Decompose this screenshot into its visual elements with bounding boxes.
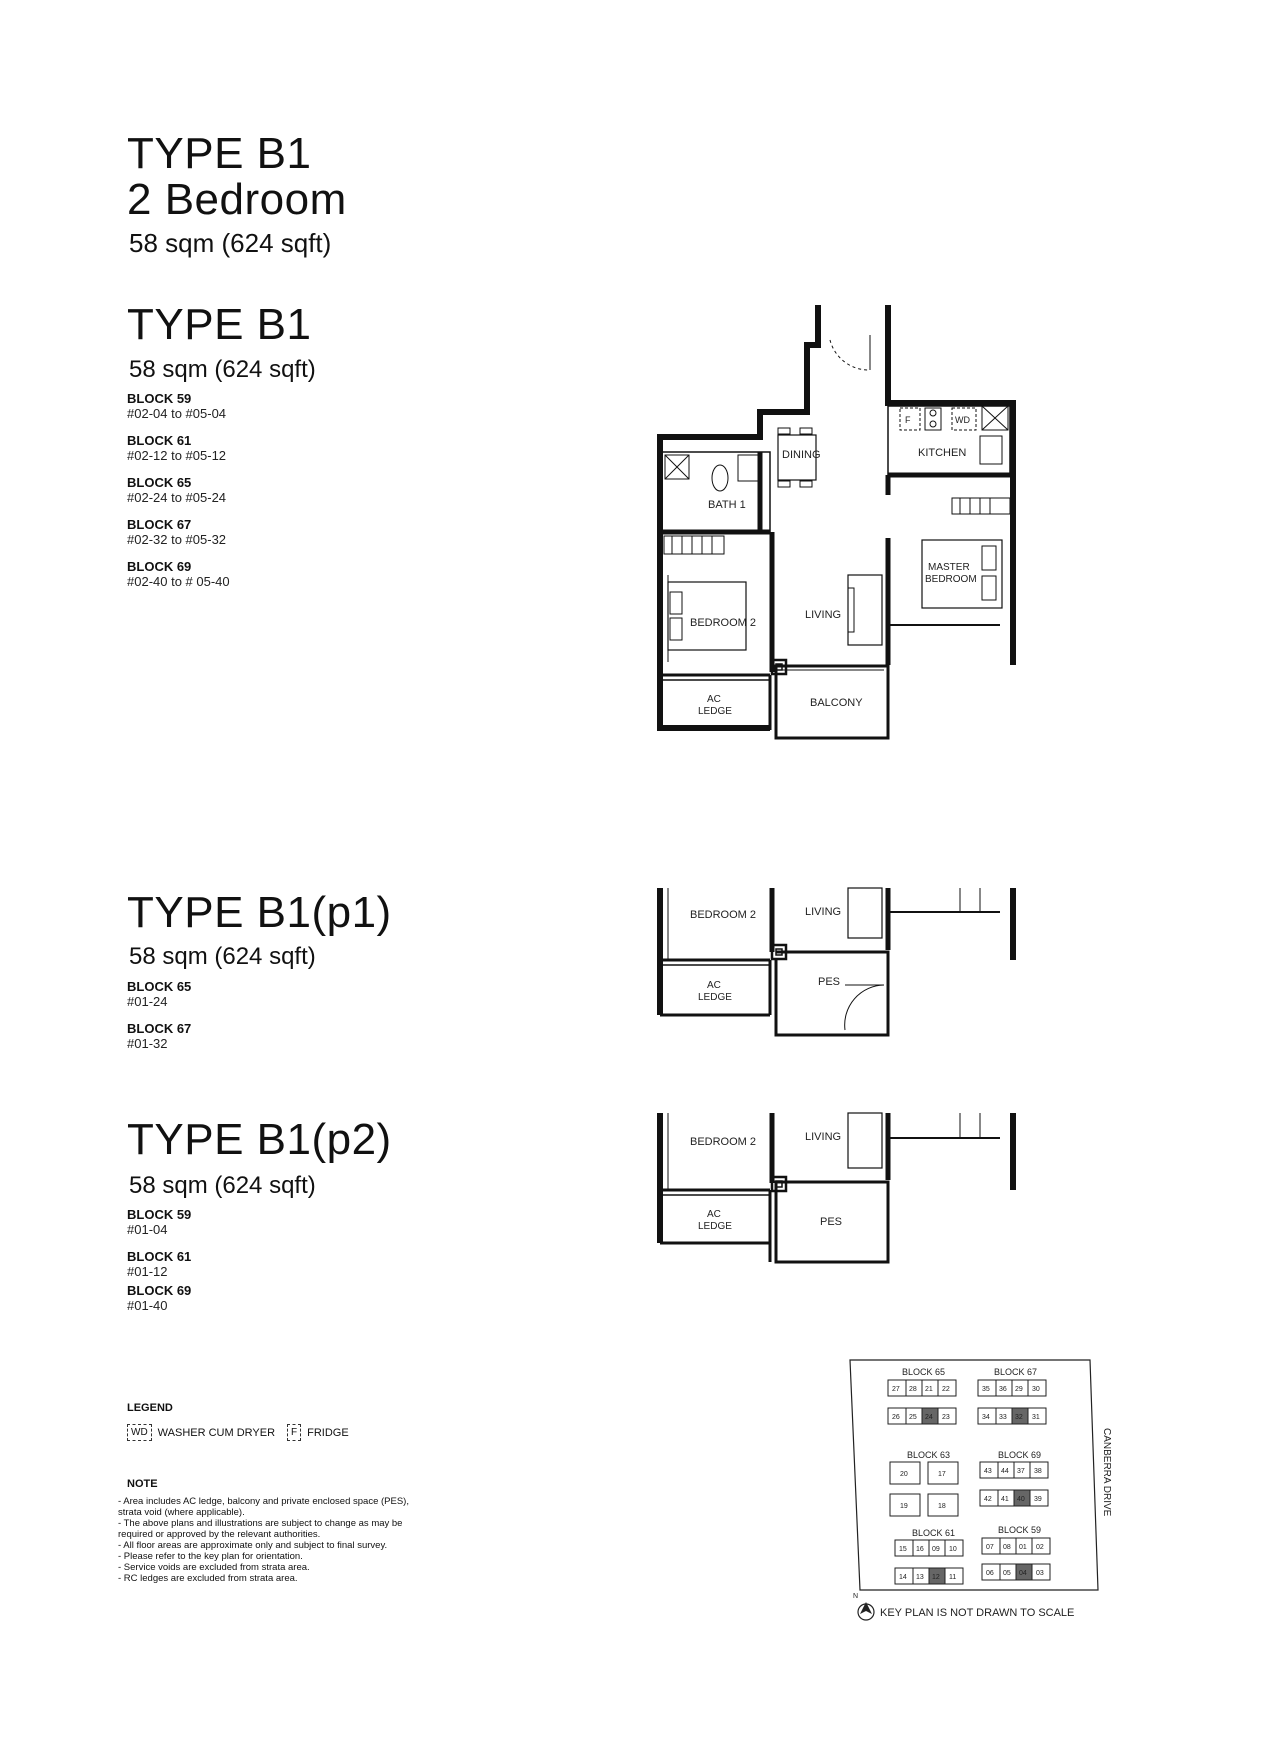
section-title: TYPE B1(p2): [127, 1115, 392, 1164]
key-unit: 41: [1001, 1496, 1009, 1503]
label-kitchen: KITCHEN: [918, 447, 967, 459]
key-unit: 20: [900, 1471, 908, 1478]
floor-plan-b1-p1: [655, 885, 1015, 1040]
plan-hob-burner: [930, 410, 936, 416]
key-unit: 08: [1003, 1544, 1011, 1551]
unit-range: #01-32: [127, 1036, 168, 1051]
key-unit: 07: [986, 1544, 994, 1551]
key-unit: 39: [1034, 1496, 1042, 1503]
block-label: BLOCK 69: [127, 559, 192, 574]
key-unit: 29: [1015, 1386, 1023, 1393]
note-line: - All floor areas are approximate only and subject to final survey.: [118, 1540, 388, 1551]
key-unit: 35: [982, 1386, 990, 1393]
legend-label: FRIDGE: [307, 1426, 349, 1439]
section-area: 58 sqm (624 sqft): [129, 356, 316, 383]
key-block-65: [888, 1380, 956, 1424]
block-label: BLOCK 69: [127, 1283, 192, 1298]
unit-range: #01-04: [127, 1222, 168, 1237]
unit-range: #02-40 to # 05-40: [127, 574, 230, 589]
key-unit: 36: [999, 1386, 1007, 1393]
key-unit: 18: [938, 1503, 946, 1510]
plan-wardrobe: [664, 536, 724, 554]
label-ac-1: AC: [707, 694, 721, 705]
note-list: [118, 1496, 409, 1584]
block-label: BLOCK 65: [127, 979, 192, 994]
floor-plan-b1: [655, 300, 1035, 740]
note-line: strata void (where applicable).: [118, 1507, 245, 1518]
page-area: 58 sqm (624 sqft): [129, 228, 332, 258]
key-unit: 14: [899, 1574, 907, 1581]
plan-hob-burner: [930, 421, 936, 427]
label-bedroom-2: BEDROOM 2: [690, 909, 757, 921]
label-pes: PES: [818, 976, 841, 988]
key-unit: 19: [900, 1503, 908, 1510]
note-line: required or approved by the relevant authorities.: [118, 1529, 321, 1540]
label-bath: BATH 1: [708, 499, 746, 511]
key-block-69: [980, 1462, 1048, 1506]
label-ac-2: LEDGE: [698, 992, 732, 1003]
label-dining: DINING: [782, 449, 821, 461]
key-unit: 32: [1015, 1414, 1023, 1421]
plan-outer-wall-right: [888, 305, 1013, 665]
label-fridge-tag: F: [905, 415, 911, 425]
unit-range: #02-04 to #05-04: [127, 406, 227, 421]
key-unit: 17: [938, 1471, 946, 1478]
page-subtitle: 2 Bedroom: [127, 175, 347, 224]
label-master-2: BEDROOM: [925, 574, 977, 585]
label-ac-1: AC: [707, 980, 721, 991]
block-list: [127, 979, 191, 1051]
block-label: BLOCK 59: [127, 1207, 192, 1222]
key-unit: 13: [916, 1574, 924, 1581]
key-unit: 26: [892, 1414, 900, 1421]
north-arrow-icon: [860, 1602, 872, 1614]
label-bedroom-2: BEDROOM 2: [690, 617, 757, 629]
legend-item: [287, 1424, 349, 1441]
key-unit: 03: [1036, 1570, 1044, 1577]
plan-wc: [712, 465, 728, 491]
key-unit: 22: [942, 1386, 950, 1393]
section-title: TYPE B1: [127, 300, 312, 349]
key-unit: 38: [1034, 1468, 1042, 1475]
key-block-61: [895, 1540, 963, 1584]
plan-sofa: [848, 575, 882, 645]
section-area: 58 sqm (624 sqft): [129, 943, 316, 970]
note-line: - RC ledges are excluded from strata area.: [118, 1573, 298, 1584]
key-plan: [845, 1350, 1112, 1690]
block-label: BLOCK 59: [127, 391, 192, 406]
key-plan-caption: KEY PLAN IS NOT DRAWN TO SCALE: [880, 1607, 1075, 1619]
unit-range: #01-24: [127, 994, 168, 1009]
plan-basin: [738, 455, 758, 481]
key-block-label: BLOCK 59: [998, 1525, 1042, 1535]
note-title: NOTE: [127, 1478, 158, 1490]
label-wd-tag: WD: [955, 415, 970, 425]
legend-title: LEGEND: [127, 1402, 173, 1414]
key-unit: 43: [984, 1468, 992, 1475]
key-unit: 24: [925, 1414, 933, 1421]
key-unit: 15: [899, 1546, 907, 1553]
unit-range: #01-40: [127, 1298, 168, 1313]
legend-tag: F: [287, 1424, 301, 1441]
key-unit: 33: [999, 1414, 1007, 1421]
label-living: LIVING: [805, 1131, 842, 1143]
note-line: - Please refer to the key plan for orientation.: [118, 1551, 303, 1562]
key-unit: 31: [1032, 1414, 1040, 1421]
key-unit: 42: [984, 1496, 992, 1503]
key-road-label: CANBERRA DRIVE: [1101, 1428, 1112, 1517]
key-block-63: [890, 1462, 958, 1516]
key-block-label: BLOCK 61: [912, 1528, 956, 1538]
key-unit: 09: [932, 1546, 940, 1553]
key-unit: 11: [949, 1574, 957, 1581]
unit-range: #01-12: [127, 1264, 168, 1279]
block-label: BLOCK 65: [127, 475, 192, 490]
key-unit: 12: [932, 1574, 940, 1581]
block-label: BLOCK 67: [127, 517, 192, 532]
block-list: [127, 391, 230, 589]
key-block-label: BLOCK 65: [902, 1367, 946, 1377]
key-unit: 04: [1019, 1570, 1027, 1577]
label-ac-1: AC: [707, 1209, 721, 1220]
page-title: TYPE B1: [127, 129, 312, 178]
key-unit: 34: [982, 1414, 990, 1421]
label-pes: PES: [820, 1216, 843, 1228]
label-ac-2: LEDGE: [698, 1221, 732, 1232]
key-unit: 30: [1032, 1386, 1040, 1393]
key-unit: 40: [1017, 1496, 1025, 1503]
label-living: LIVING: [805, 906, 842, 918]
unit-range: #02-24 to #05-24: [127, 490, 227, 505]
note-line: - Service voids are excluded from strata area.: [118, 1562, 310, 1573]
block-label: BLOCK 61: [127, 433, 192, 448]
key-block-label: BLOCK 69: [998, 1450, 1042, 1460]
label-master-1: MASTER: [928, 562, 970, 573]
key-unit: 27: [892, 1386, 900, 1393]
key-block-label: BLOCK 67: [994, 1367, 1038, 1377]
key-unit: 10: [949, 1546, 957, 1553]
block-label: BLOCK 67: [127, 1021, 192, 1036]
block-list: [127, 1207, 191, 1313]
key-unit: 23: [942, 1414, 950, 1421]
label-bedroom-2: BEDROOM 2: [690, 1136, 757, 1148]
label-ac-2: LEDGE: [698, 706, 732, 717]
key-plan-site-boundary: [850, 1360, 1098, 1590]
key-unit: 37: [1017, 1468, 1025, 1475]
label-living: LIVING: [805, 609, 842, 621]
plan-master-wardrobe: [952, 498, 1010, 514]
section-area: 58 sqm (624 sqft): [129, 1172, 316, 1199]
note-line: - Area includes AC ledge, balcony and private enclosed space (PES),: [118, 1496, 409, 1507]
key-unit: 28: [909, 1386, 917, 1393]
plan-door-swing: [830, 340, 870, 370]
plan-kitchen-sink: [980, 436, 1002, 464]
key-unit: 05: [1003, 1570, 1011, 1577]
note-line: - The above plans and illustrations are subject to change as may be: [118, 1518, 403, 1529]
key-unit: 06: [986, 1570, 994, 1577]
label-balcony: BALCONY: [810, 697, 863, 709]
key-block-label: BLOCK 63: [907, 1450, 951, 1460]
key-block-59: [982, 1538, 1050, 1580]
unit-range: #02-12 to #05-12: [127, 448, 227, 463]
key-unit: 16: [916, 1546, 924, 1553]
block-label: BLOCK 61: [127, 1249, 192, 1264]
key-unit: 25: [909, 1414, 917, 1421]
legend-label: WASHER CUM DRYER: [157, 1426, 276, 1439]
legend: [127, 1424, 349, 1441]
key-unit: 01: [1019, 1544, 1027, 1551]
north-label: N: [853, 1593, 859, 1600]
plan-bath: [662, 452, 770, 532]
floor-plan-b1-p2: [655, 1110, 1015, 1270]
legend-tag: WD: [127, 1424, 152, 1441]
key-block-67: [978, 1380, 1046, 1424]
key-unit: 02: [1036, 1544, 1044, 1551]
unit-range: #02-32 to #05-32: [127, 532, 227, 547]
section-title: TYPE B1(p1): [127, 888, 392, 937]
key-unit: 44: [1001, 1468, 1009, 1475]
legend-item: [127, 1424, 275, 1441]
key-unit: 21: [925, 1386, 933, 1393]
